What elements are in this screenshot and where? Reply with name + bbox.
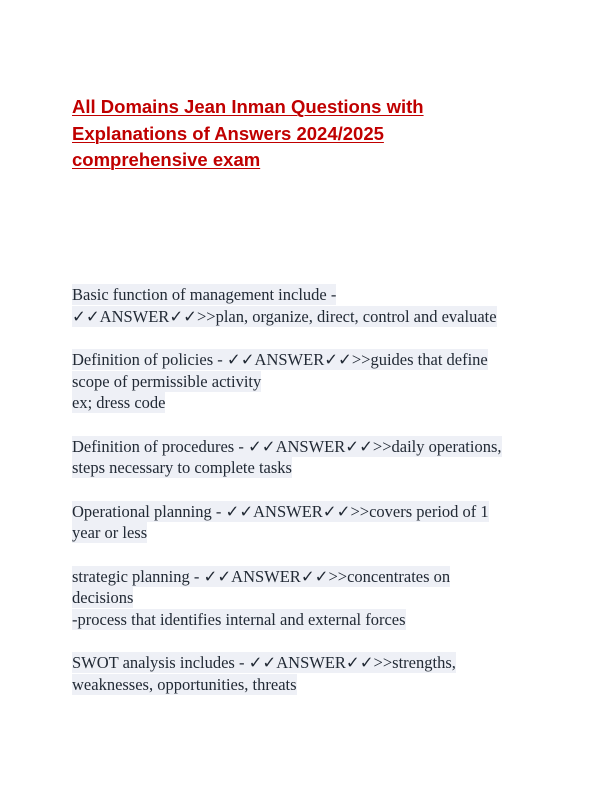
qa-line-text: strategic planning - ✓✓ANSWER✓✓>>concentrates on — [72, 566, 451, 586]
qa-line-text: year or less — [72, 523, 148, 542]
qa-line-text: Operational planning - ✓✓ANSWER✓✓>>covers period of 1 — [72, 501, 489, 521]
qa-line — [72, 306, 542, 328]
qa-line — [72, 652, 542, 674]
qa-line — [72, 522, 542, 544]
qa-item-strategic-planning — [72, 566, 542, 631]
title-line-1: All Domains Jean Inman Questions with — [72, 96, 424, 117]
title-line-3: comprehensive exam — [72, 149, 261, 170]
qa-line-text: steps necessary to complete tasks — [72, 458, 292, 477]
qa-item-operational-planning — [72, 501, 542, 544]
qa-line-text: Definition of policies - ✓✓ANSWER✓✓>>guides that define — [72, 350, 488, 369]
qa-line — [72, 566, 542, 588]
qa-line — [72, 349, 542, 371]
qa-line — [72, 457, 542, 479]
qa-item-management-functions — [72, 284, 542, 327]
qa-list — [72, 284, 542, 717]
qa-line-text: scope of permissible activity — [72, 371, 262, 391]
title-line-2: Explanations of Answers 2024/2025 — [72, 122, 384, 144]
qa-line-text: weaknesses, opportunities, threats — [72, 674, 297, 694]
qa-line — [72, 501, 542, 523]
qa-line — [72, 609, 542, 631]
qa-item-procedures — [72, 436, 542, 479]
qa-line — [72, 392, 542, 414]
qa-line-text: ex; dress code — [72, 393, 166, 412]
document-title — [72, 94, 532, 174]
qa-line — [72, 284, 542, 306]
qa-item-swot-analysis — [72, 652, 542, 695]
qa-line-text: SWOT analysis includes - ✓✓ANSWER✓✓>>strengths, — [72, 653, 456, 672]
qa-line-text: Definition of procedures - ✓✓ANSWER✓✓>>daily operations, — [72, 436, 502, 456]
qa-line-text: Basic function of management include - — [72, 285, 337, 304]
qa-line — [72, 436, 542, 458]
qa-line-text: decisions — [72, 588, 134, 607]
qa-item-policies — [72, 349, 542, 414]
qa-line — [72, 674, 542, 696]
qa-line — [72, 371, 542, 393]
qa-line — [72, 587, 542, 609]
qa-line-text: -process that identifies internal and external forces — [72, 609, 406, 629]
qa-line-text: ✓✓ANSWER✓✓>>plan, organize, direct, control and evaluate — [72, 306, 497, 326]
